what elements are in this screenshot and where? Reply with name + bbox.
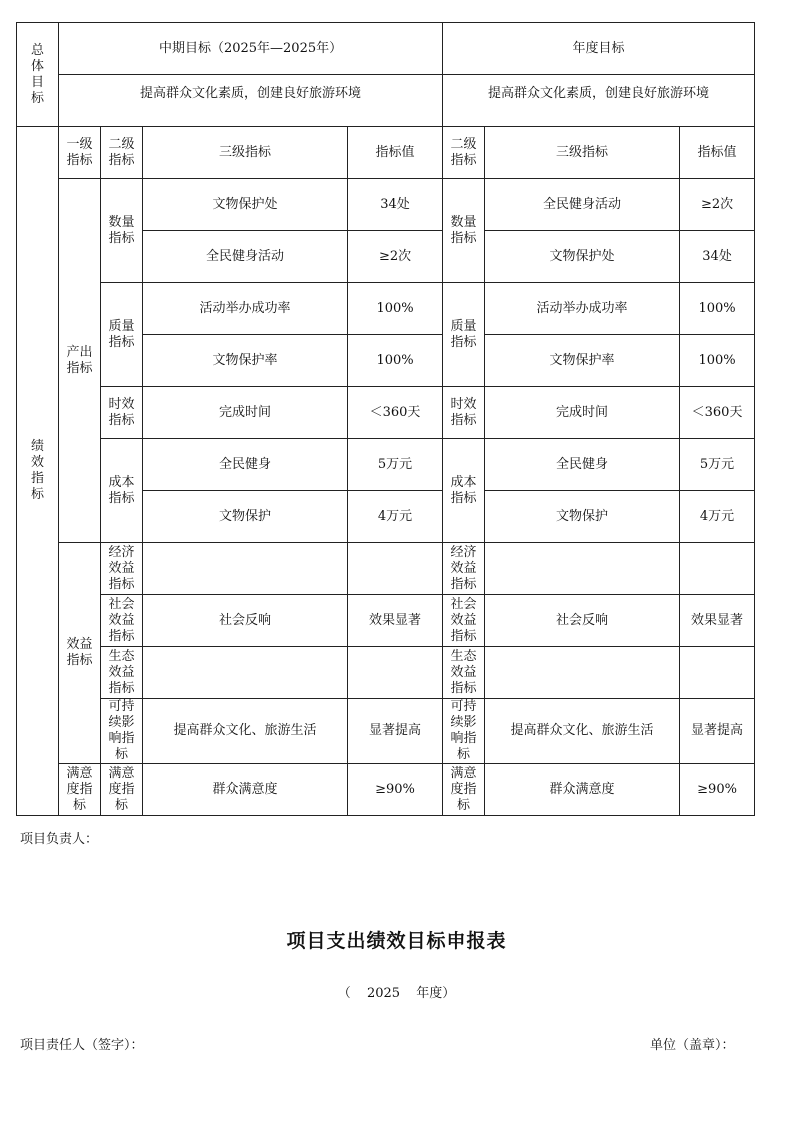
ecological-benefit-label-right: 生态效益指标: [443, 647, 485, 699]
col-level2-header-right: 二级指标: [443, 127, 485, 179]
timeliness-right-value: ＜360天: [680, 387, 755, 439]
timeliness-left-value: ＜360天: [348, 387, 443, 439]
quality-indicator-label: 质量指标: [101, 283, 143, 387]
timeliness-right-name: 完成时间: [485, 387, 680, 439]
quality-left-1-value: 100%: [348, 283, 443, 335]
unit-seal-label: 单位（盖章）：: [650, 1038, 735, 1053]
cost-indicator-label-right: 成本指标: [443, 439, 485, 543]
benefit-indicators-label: 效益指标: [59, 543, 101, 764]
sustainable-left-value: 显著提高: [348, 699, 443, 764]
ecological-right-value: [680, 647, 755, 699]
quantity-right-1-value: ≥2次: [680, 179, 755, 231]
satisfaction-right-name: 群众满意度: [485, 764, 680, 816]
economic-left-value: [348, 543, 443, 595]
cost-right-1-value: 5万元: [680, 439, 755, 491]
form-title: 项目支出绩效目标申报表: [286, 930, 507, 952]
quality-left-2-value: 100%: [348, 335, 443, 387]
midterm-goal-header: 中期目标（2025年—2025年）: [59, 23, 443, 75]
satisfaction-sub-label: 满意度指标: [101, 764, 143, 816]
satisfaction-left-name: 群众满意度: [143, 764, 348, 816]
sustainable-impact-label-right: 可持续影响指标: [443, 699, 485, 764]
social-right-name: 社会反响: [485, 595, 680, 647]
annual-goal-text: 提高群众文化素质，创建良好旅游环境: [443, 75, 755, 127]
social-left-name: 社会反响: [143, 595, 348, 647]
performance-table: [16, 22, 755, 816]
timeliness-indicator-label: 时效指标: [101, 387, 143, 439]
quantity-indicator-label-right: 数量指标: [443, 179, 485, 283]
cost-left-1-name: 全民健身: [143, 439, 348, 491]
cost-left-2-value: 4万元: [348, 491, 443, 543]
col-level3-header: 三级指标: [143, 127, 348, 179]
cost-right-1-name: 全民健身: [485, 439, 680, 491]
social-benefit-label: 社会效益指标: [101, 595, 143, 647]
sustainable-impact-label: 可持续影响指标: [101, 699, 143, 764]
economic-benefit-label-right: 经济效益指标: [443, 543, 485, 595]
quality-left-2-name: 文物保护率: [143, 335, 348, 387]
satisfaction-sub-label-right: 满意度指标: [443, 764, 485, 816]
output-indicators-label: 产出指标: [59, 179, 101, 543]
overall-goal-label: 总体目标: [17, 23, 59, 127]
social-left-value: 效果显著: [348, 595, 443, 647]
quantity-left-2-value: ≥2次: [348, 231, 443, 283]
economic-right-value: [680, 543, 755, 595]
annual-goal-header: 年度目标: [443, 23, 755, 75]
form-year: [0, 982, 793, 1001]
social-right-value: 效果显著: [680, 595, 755, 647]
cost-left-1-value: 5万元: [348, 439, 443, 491]
sustainable-right-value: 显著提高: [680, 699, 755, 764]
satisfaction-right-value: ≥90%: [680, 764, 755, 816]
cost-indicator-label: 成本指标: [101, 439, 143, 543]
year-value: 2025: [366, 986, 401, 1001]
sustainable-right-name: 提高群众文化、旅游生活: [485, 699, 680, 764]
cost-right-2-name: 文物保护: [485, 491, 680, 543]
responsible-signature-label: 项目责任人（签字）：: [20, 1038, 144, 1053]
timeliness-indicator-label-right: 时效指标: [443, 387, 485, 439]
cost-right-2-value: 4万元: [680, 491, 755, 543]
col-level3-header-right: 三级指标: [485, 127, 680, 179]
economic-right-name: [485, 543, 680, 595]
quantity-right-2-name: 文物保护处: [485, 231, 680, 283]
performance-indicators-label: 绩效指标: [17, 127, 59, 816]
quality-right-1-value: 100%: [680, 283, 755, 335]
social-benefit-label-right: 社会效益指标: [443, 595, 485, 647]
quality-right-2-name: 文物保护率: [485, 335, 680, 387]
satisfaction-left-value: ≥90%: [348, 764, 443, 816]
quantity-right-2-value: 34处: [680, 231, 755, 283]
sustainable-left-name: 提高群众文化、旅游生活: [143, 699, 348, 764]
quantity-left-2-name: 全民健身活动: [143, 231, 348, 283]
col-value-header-right: 指标值: [680, 127, 755, 179]
col-value-header: 指标值: [348, 127, 443, 179]
project-lead-label: 项目负责人：: [20, 832, 99, 847]
quantity-left-1-name: 文物保护处: [143, 179, 348, 231]
quality-left-1-name: 活动举办成功率: [143, 283, 348, 335]
year-close: 年度）: [416, 986, 456, 1001]
quality-right-1-name: 活动举办成功率: [485, 283, 680, 335]
quantity-left-1-value: 34处: [348, 179, 443, 231]
quality-indicator-label-right: 质量指标: [443, 283, 485, 387]
ecological-benefit-label: 生态效益指标: [101, 647, 143, 699]
quantity-right-1-name: 全民健身活动: [485, 179, 680, 231]
satisfaction-indicators-label: 满意度指标: [59, 764, 101, 816]
quantity-indicator-label: 数量指标: [101, 179, 143, 283]
ecological-left-value: [348, 647, 443, 699]
ecological-right-name: [485, 647, 680, 699]
ecological-left-name: [143, 647, 348, 699]
quality-right-2-value: 100%: [680, 335, 755, 387]
economic-left-name: [143, 543, 348, 595]
cost-left-2-name: 文物保护: [143, 491, 348, 543]
col-level1-header: 一级指标: [59, 127, 101, 179]
economic-benefit-label: 经济效益指标: [101, 543, 143, 595]
timeliness-left-name: 完成时间: [143, 387, 348, 439]
midterm-goal-text: 提高群众文化素质，创建良好旅游环境: [59, 75, 443, 127]
year-open: （: [337, 986, 351, 1001]
col-level2-header: 二级指标: [101, 127, 143, 179]
